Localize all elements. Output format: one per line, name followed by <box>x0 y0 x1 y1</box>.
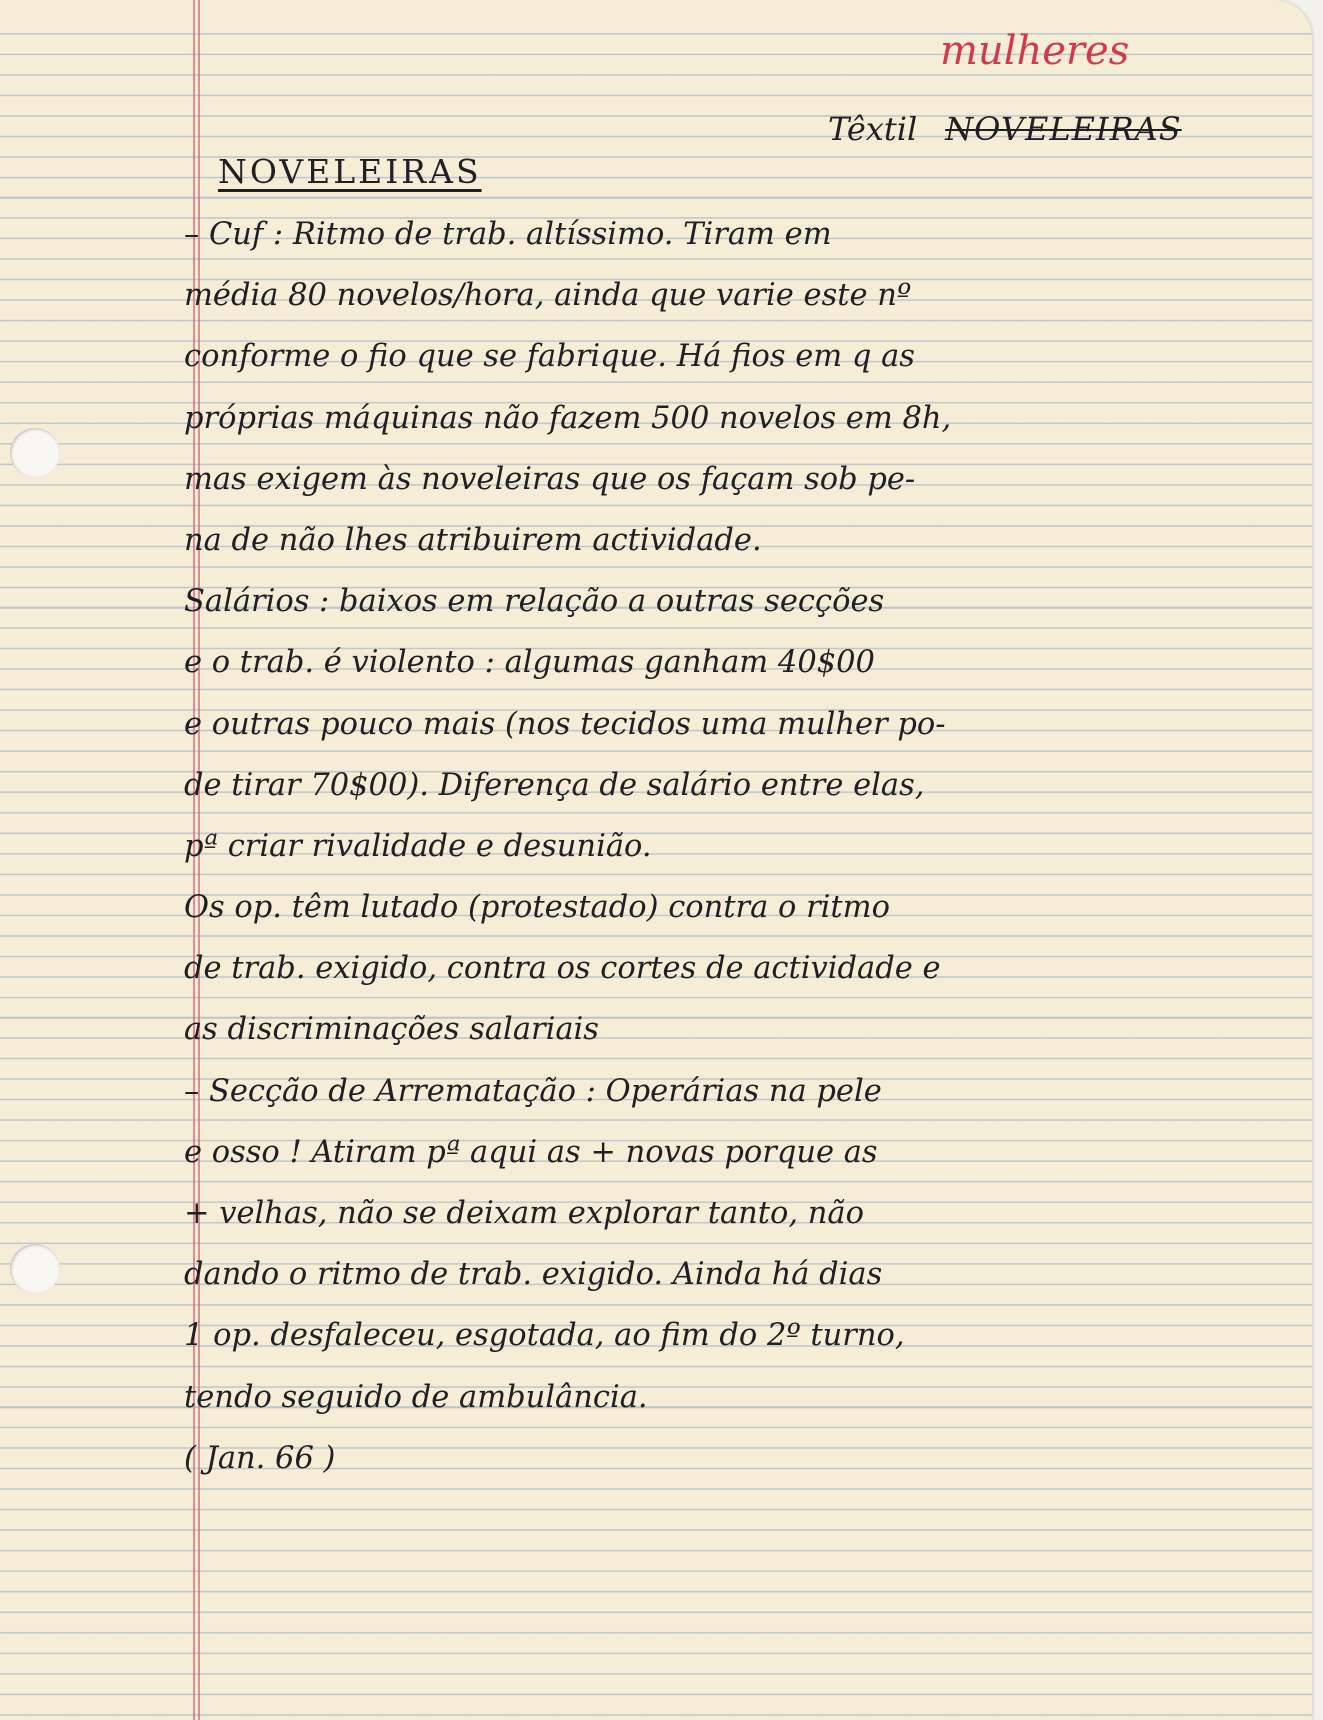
punch-hole <box>10 428 60 478</box>
text-line: e o trab. é violento : algumas ganham 40$00 <box>184 645 875 681</box>
text-line: dando o ritmo de trab. exigido. Ainda há dias <box>184 1257 883 1293</box>
red-header-note: mulheres <box>940 28 1130 74</box>
text-line: de trab. exigido, contra os cortes de actividade e <box>184 951 941 987</box>
text-line: na de não lhes atribuirem actividade. <box>184 522 762 558</box>
section-header <box>828 110 1182 148</box>
text-line: 1 op. desfaleceu, esgotada, ao fim do 2º turno, <box>184 1318 905 1354</box>
struck-header-label: NOVELEIRAS <box>945 110 1182 148</box>
text-line: mas exigem às noveleiras que os façam sob pe- <box>184 461 916 497</box>
date-note: ( Jan. 66 ) <box>184 1440 336 1476</box>
section-header-label: Têxtil <box>828 110 918 148</box>
text-line: conforme o fio que se fabrique. Há fios em q as <box>184 339 915 375</box>
text-line: – Secção de Arrematação : Operárias na pele <box>184 1073 882 1109</box>
text-line: tendo seguido de ambulância. <box>184 1379 648 1415</box>
text-line: pª criar rivalidade e desunião. <box>184 828 652 864</box>
text-line: média 80 novelos/hora, ainda que varie este nº <box>184 278 912 314</box>
handwritten-text-block <box>184 204 1294 1489</box>
text-line: e outras pouco mais (nos tecidos uma mulher po- <box>184 706 946 742</box>
page-title: NOVELEIRAS <box>218 152 482 191</box>
text-line: Salários : baixos em relação a outras secções <box>184 584 885 620</box>
text-line: próprias máquinas não fazem 500 novelos em 8h, <box>184 400 952 436</box>
text-line: – Cuf : Ritmo de trab. altíssimo. Tiram em <box>184 217 832 252</box>
text-line: Os op. têm lutado (protestado) contra o ritmo <box>184 890 890 926</box>
punch-hole <box>10 1244 60 1294</box>
text-line: + velhas, não se deixam explorar tanto, não <box>184 1196 864 1231</box>
text-line: de tirar 70$00). Diferença de salário entre elas, <box>184 767 925 803</box>
text-line: as discriminações salariais <box>184 1012 599 1048</box>
text-line: e osso ! Atiram pª aqui as + novas porque as <box>184 1134 878 1170</box>
